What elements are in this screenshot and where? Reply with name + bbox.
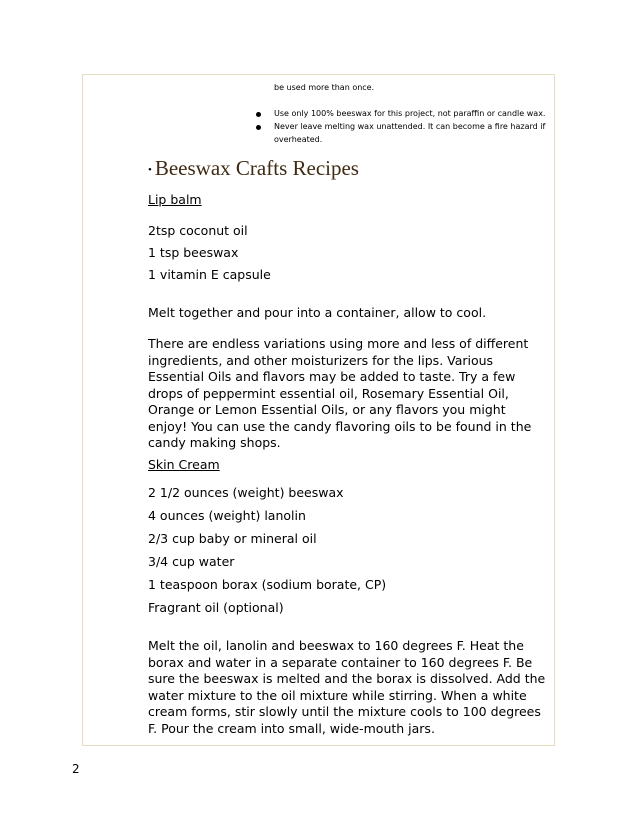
lip-balm-instruction: Melt together and pour into a container, allow to cool. (148, 305, 487, 320)
note-bullet-2-line-2: overheated. (274, 135, 323, 144)
paragraph-line: sure the beeswax is melted and the borax is dissolved. Add the (148, 671, 546, 686)
note-bullet-2-line-1: Never leave melting wax unattended. It can become a fire hazard if (274, 122, 546, 131)
paragraph-line: candy making shops. (148, 435, 281, 450)
lip-balm-ingredient: 1 tsp beeswax (148, 245, 239, 260)
paragraph-line: drops of peppermint essential oil, Rosemary Essential Oil, (148, 385, 509, 401)
paragraph-line: Melt the oil, lanolin and beeswax to 160 degrees F. Heat the (148, 638, 524, 653)
page-number: 2 (72, 762, 80, 776)
skin-cream-heading: Skin Cream (148, 457, 220, 472)
skin-cream-ingredient: 2 1/2 ounces (weight) beeswax (148, 485, 344, 500)
skin-cream-ingredient: Fragrant oil (optional) (148, 600, 284, 615)
lip-balm-ingredient: 1 vitamin E capsule (148, 267, 271, 282)
skin-cream-ingredient: 3/4 cup water (148, 554, 235, 569)
continued-note: be used more than once. (274, 83, 375, 92)
section-title-text: Beeswax Crafts Recipes (154, 156, 359, 180)
paragraph-line: water mixture to the oil mixture while stirring. When a white (148, 687, 527, 703)
paragraph-line: Orange or Lemon Essential Oils, or any flavors you might (148, 402, 506, 417)
paragraph-line: cream forms, stir slowly until the mixture cools to 100 degrees (148, 704, 541, 719)
lip-balm-ingredient: 2tsp coconut oil (148, 223, 248, 238)
paragraph-line: ingredients, and other moisturizers for the lips. Various (148, 352, 494, 368)
note-bullet-1: Use only 100% beeswax for this project, not paraffin or candle wax. (274, 109, 546, 118)
bullet-icon (256, 125, 261, 130)
paragraph-line: There are endless variations using more and less of different (148, 336, 529, 351)
bullet-icon (256, 112, 261, 117)
paragraph-line: enjoy! You can use the candy flavoring oils to be found in the (148, 418, 532, 434)
skin-cream-ingredient: 2/3 cup baby or mineral oil (148, 531, 317, 546)
bullet-icon: • (148, 164, 152, 177)
skin-cream-ingredient: 1 teaspoon borax (sodium borate, CP) (148, 577, 387, 592)
lip-balm-heading: Lip balm (148, 192, 202, 207)
paragraph-line: Essential Oils and flavors may be added to taste. Try a few (148, 369, 516, 384)
skin-cream-instructions (148, 638, 548, 737)
section-title (148, 156, 359, 182)
paragraph-line: F. Pour the cream into small, wide-mouth jars. (148, 720, 435, 736)
paragraph-line: borax and water in a separate container to 160 degrees F. Be (148, 654, 533, 670)
skin-cream-ingredient: 4 ounces (weight) lanolin (148, 508, 306, 523)
lip-balm-variations (148, 336, 548, 452)
